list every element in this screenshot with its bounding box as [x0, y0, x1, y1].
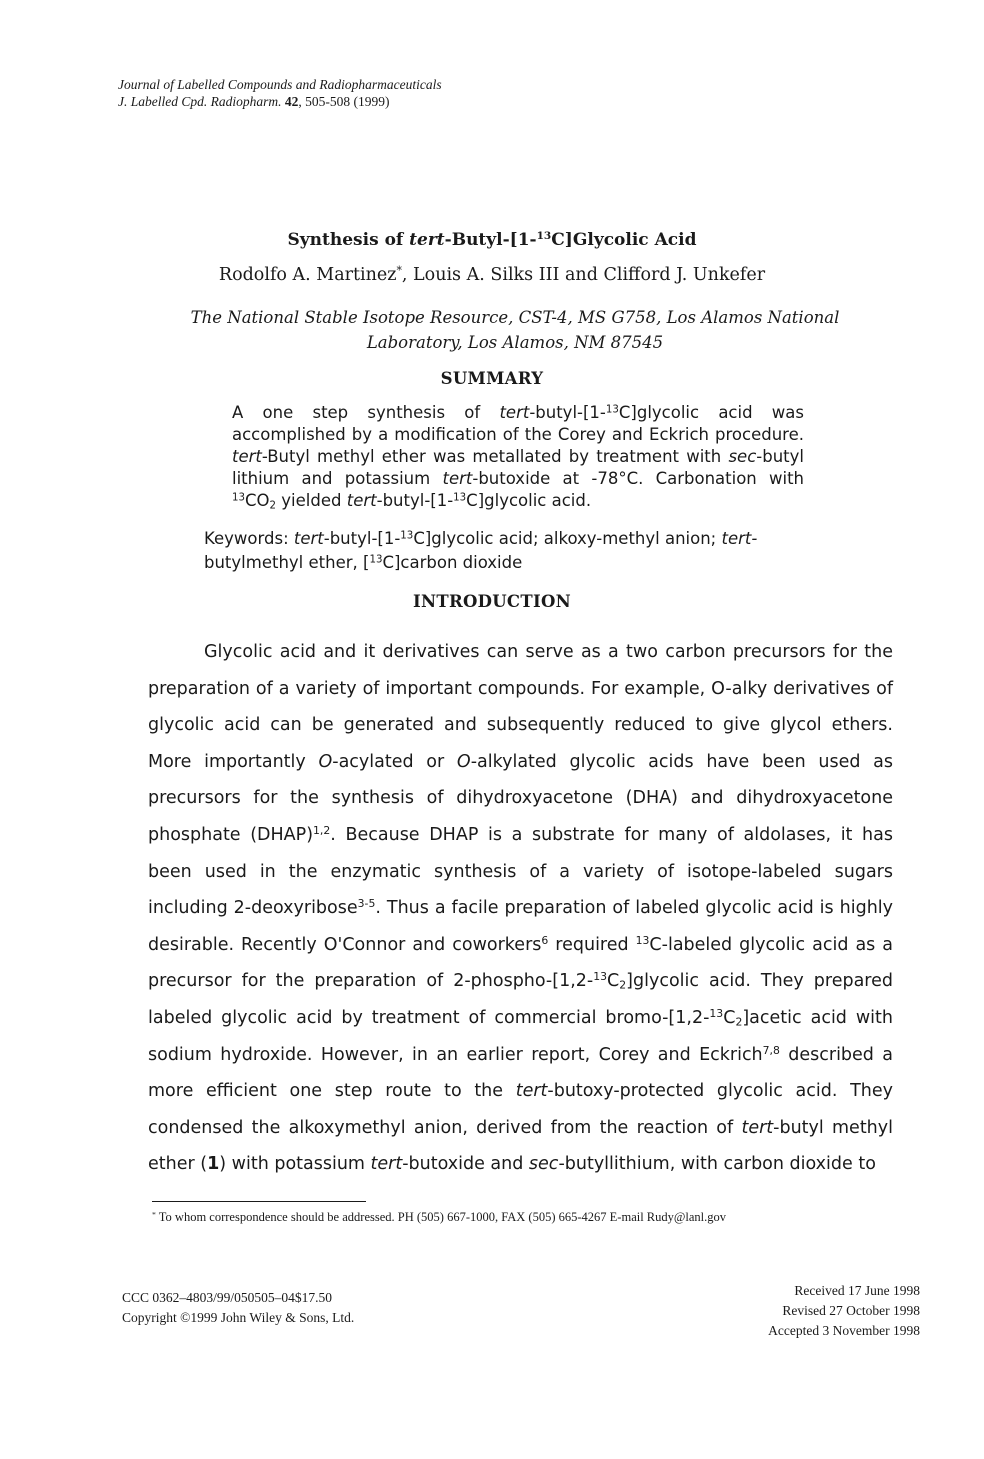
journal-volume: 42 [284, 94, 299, 109]
journal-pages-year: , 505-508 (1999) [298, 94, 390, 109]
summary-heading: SUMMARY [440, 369, 544, 388]
citation-ref: 7,8 [762, 1043, 780, 1057]
citation-ref: 6 [541, 933, 549, 947]
footnote-divider [152, 1201, 366, 1202]
footnote: * To whom correspondence should be addressed. PH (505) 667-1000, FAX (505) 665-4267 E-mail Rudy@lanl.gov [152, 1209, 727, 1224]
keywords-line: Keywords: tert-butyl-[1-$^{13}$C]glycolic acid; alkoxy-methyl anion; tert- butylmethyl ether, [$^{13}$C]carbon dioxide [204, 529, 758, 572]
citation-ref: 3-5 [357, 897, 376, 911]
copyright-line: Copyright ©1999 John Wiley & Sons, Ltd. [122, 1310, 355, 1325]
journal-name: Journal of Labelled Compounds and Radiopharmaceuticals [118, 77, 442, 92]
article-authors: Rodolfo A. Martinez*, Louis A. Silks III and Clifford J. Unkefer [218, 264, 766, 285]
correspondence-mark: * [396, 264, 402, 278]
introduction-heading: INTRODUCTION [412, 592, 572, 611]
ccc-code: CCC 0362–4803/99/050505–04$17.50 [122, 1290, 333, 1305]
footer-copyright-block [122, 1288, 354, 1328]
citation-ref: 1,2 [313, 824, 331, 838]
journal-citation: J. Labelled Cpd. Radiopharm. 42, 505-508 (1999) [118, 94, 390, 109]
accepted-date: Accepted 3 November 1998 [768, 1323, 920, 1338]
journal-header [118, 76, 442, 110]
summary-paragraph: A one step synthesis of tert-butyl-[1-$^{13}$C]glycolic acid was accomplished by a modification of the Corey and Eckrich procedure. tert-Butyl methyl ether was metallated by treatment with sec-butyl lithium and potassium tert-butoxide at -78°C. Carbonation with $^{13}CO_2$ yielded tert-butyl-[1-$^{13}$C]glycolic acid. [232, 403, 805, 512]
revised-date: Revised 27 October 1998 [782, 1303, 920, 1318]
received-date: Received 17 June 1998 [794, 1283, 920, 1298]
introduction-paragraph: Glycolic acid and it derivatives can serve as a two carbon precursors for the preparation of a variety of important compounds. For example, O-alky derivatives of glycolic acid can be generated and subsequently reduced to give glycol ethers. More importantly O-acylated or O-alkylated glycolic acids have been used as precursors for the synthesis of dihydroxyacetone (DHA) and dihydroxyacetone phosphate (DHAP)$^{1,2}$. Because DHAP is a substrate for many of aldolases, it has been used in the enzymatic synthesis of a variety of isotope-labeled sugars including 2-deoxyribose$^{3-5}$. Thus a facile preparation of labeled glycolic acid is highly desirable. Recently O'Connor and coworkers$^6$ required $^{13}$C-labeled glycolic acid as a precursor for the preparation of $2-phospho-[1,2-^{13}C_2]glycolic$ acid. They prepared labeled glycolic acid by treatment of commercial bromo-$[1,2-^{13}C_2]acetic$ acid with sodium hydroxide. However, in an earlier report, Corey and Eckrich$^{7,8}$ described a more efficient one step route to the tert-butoxy-protected glycolic acid. They condensed the alkoxymethyl anion, derived from the reaction of tert-butyl methyl ether (1) with potassium tert-butoxide and sec-butyllithium, with carbon dioxide to [148, 642, 894, 1175]
footer-dates-block [768, 1281, 920, 1341]
article-title: Synthesis of tert-Butyl-[1-$^{13}$C]Glycolic Acid [287, 230, 697, 250]
author-affiliation: The National Stable Isotope Resource, CST-4, MS G758, Los Alamos National Laboratory, Los Alamos, NM 87545 [190, 308, 840, 352]
